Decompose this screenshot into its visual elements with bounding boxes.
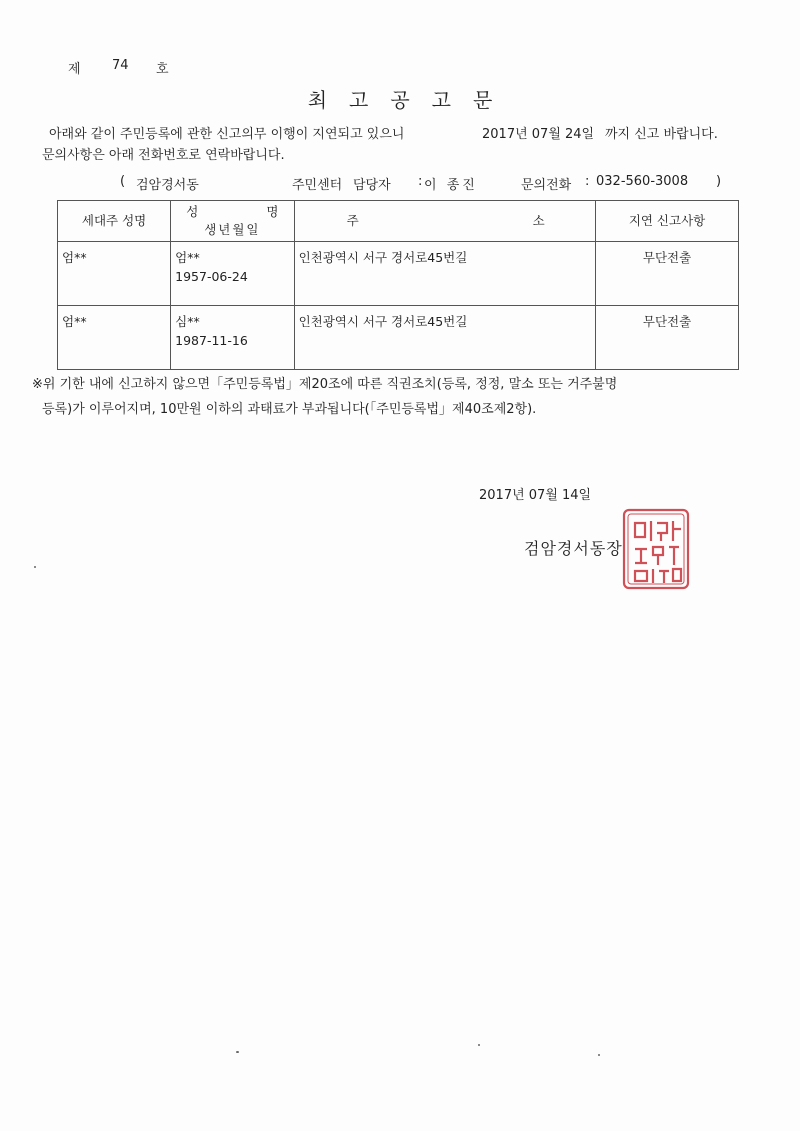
cell-name: 엄** [175,250,200,265]
deadline-tail: 까지 신고 바랍니다. [605,127,718,142]
cell-late-item: 무단전출 [596,242,739,306]
contact-manager-colon: : [418,174,423,189]
table-header-row [58,201,739,242]
header-householder: 세대주 성명 [58,201,171,242]
header-late-item: 지연 신고사항 [596,201,739,242]
contact-phone-number: 032-560-3008 [596,174,689,189]
header-address [294,201,595,242]
cell-householder: 엄** [58,242,171,306]
delayed-report-table [57,200,739,370]
contact-phone-colon: : [585,174,590,189]
contact-manager-label: 담당자 [353,178,391,193]
cell-name-birth [171,242,294,306]
issue-date: 2017년 07월 14일 [479,488,592,503]
cell-birth: 1987-11-16 [175,333,248,348]
notice-title: 최고공고문 [307,88,515,112]
signer-name: 검암경서동장 [524,539,623,558]
table-row [58,306,739,370]
scan-speck [34,566,36,568]
header-name-a: 성 [186,204,199,219]
table-row [58,242,739,306]
footnote-line-2: 등록)가 이루어지며, 10만원 이하의 과태료가 부과됩니다(「주민등록법」제40조제2항). [42,402,537,417]
cell-address: 인천광역시 서구 경서로45번길 [294,306,595,370]
cell-name-birth [171,306,294,370]
contact-close-paren: ) [716,174,722,189]
header-birth: 생년월일 [204,222,261,237]
cell-late-item: 무단전출 [596,306,739,370]
footnote-line-1: ※위 기한 내에 신고하지 않으면「주민등록법」제20조에 따른 직권조치(등록, 정정, 말소 또는 거주불명 [32,377,618,392]
contact-center: 주민센터 [292,178,343,193]
contact-phone-label: 문의전화 [521,178,572,193]
cell-birth: 1957-06-24 [175,269,248,284]
deadline-date: 2017년 07월 24일 [482,127,595,142]
cell-householder: 엄** [58,306,171,370]
header-name [171,203,293,221]
contact-dept: 검암경서동 [136,178,199,193]
scan-speck [236,1051,239,1053]
issue-suffix: 호 [156,62,169,77]
cell-address: 인천광역시 서구 경서로45번길 [294,242,595,306]
scan-speck [478,1044,480,1046]
header-name-b: 명 [266,204,279,219]
header-address-a: 주 [346,213,359,228]
scan-speck [598,1054,600,1056]
intro-line-1: 아래와 같이 주민등록에 관한 신고의무 이행이 지연되고 있으니 [49,127,405,142]
header-address-b: 소 [532,213,545,228]
contact-open-paren: ( [120,174,126,189]
official-seal [621,507,691,591]
issue-label: 제 [68,62,83,77]
cell-name: 심** [175,314,200,329]
header-name-birth [171,201,294,242]
contact-manager-name: 이 종진 [424,178,478,193]
issue-number: 74 [112,58,129,73]
intro-line-2: 문의사항은 아래 전화번호로 연락바랍니다. [42,148,285,163]
